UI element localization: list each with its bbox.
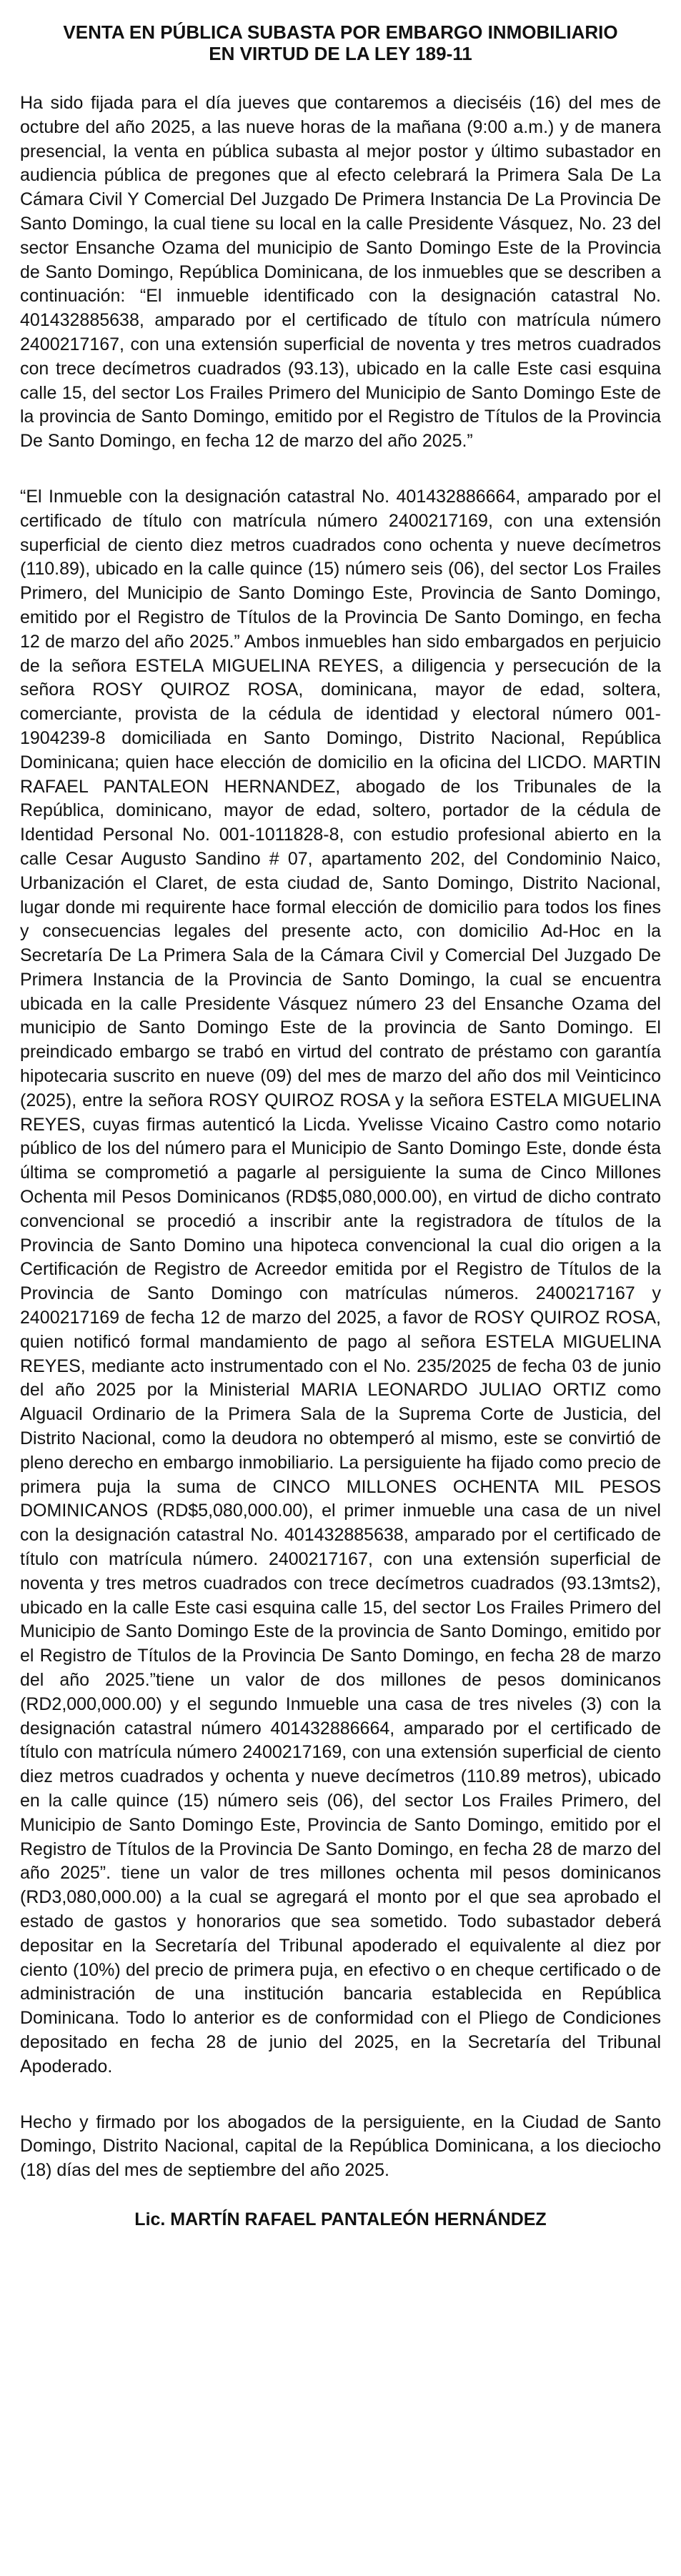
paragraph-spacer <box>20 454 661 485</box>
paragraph-signed: Hecho y firmado por los abogados de la persiguiente, en la Ciudad de Santo Domingo, Distrito Nacional, capital de la República Dominicana, a los dieciocho (18) días del mes de septiembre del año 2025. <box>20 2112 661 2181</box>
title-line-1: VENTA EN PÚBLICA SUBASTA POR EMBARGO INMOBILIARIO <box>63 21 618 43</box>
paragraph-spacer <box>20 2079 661 2111</box>
paragraph-auction-date: Ha sido fijada para el día jueves que contaremos a dieciséis (16) del mes de octubre del año 2025, a las nueve horas de la mañana (9:00 a.m.) y de manera presencial, la venta en pública subasta al mejor postor y último subastador en audiencia pública de pregones que al efecto celebrará la Primera Sala De La Cámara Civil Y Comercial Del Juzgado De Primera Instancia De La Provincia De Santo Domingo, la cual tiene su local en la calle Presidente Vásquez, No. 23 del sector Ensanche Ozama del municipio de Santo Domingo Este de la Provincia de Santo Domingo, República Dominicana, de los inmuebles que se describen a continuación: “El inmueble identificado con la designación catastral No. 401432885638, amparado por el certificado de título con matrícula número 2400217167, con una extensión superficial de noventa y tres metros cuadrados con trece decímetros cuadrados (93.13), ubicado en la calle Este casi esquina calle 15, del sector Los Frailes Primero del Municipio de Santo Domingo Este de la provincia de Santo Domingo, emitido por el Registro de Títulos de la Provincia De Santo Domingo, en fecha 12 de marzo del año 2025.” <box>20 93 661 452</box>
title-line-2: EN VIRTUD DE LA LEY 189-11 <box>209 43 472 64</box>
signature-line: Lic. MARTÍN RAFAEL PANTALEÓN HERNÁNDEZ <box>134 2209 547 2229</box>
notice-title <box>20 21 661 64</box>
paragraph-seizure-details: “El Inmueble con la designación catastral No. 401432886664, amparado por el certificado de título con matrícula número 2400217169, con una extensión superficial de ciento diez metros cuadrados cono ochenta y nueve decímetros (110.89), ubicado en la calle quince (15) número seis (06), del sector Los Frailes Primero, del Municipio de Santo Domingo Este, Provincia de Santo Domingo, emitido por el Registro de Títulos de la Provincia De Santo Domingo, en fecha 12 de marzo del año 2025.” Ambos inmuebles han sido embargados en perjuicio de la señora ESTELA MIGUELINA REYES, a diligencia y persecución de la señora ROSY QUIROZ ROSA, dominicana, mayor de edad, soltera, comerciante, provista de la cédula de identidad y electoral número 001-1904239-8 domiciliada en Santo Domingo, Distrito Nacional, República Dominicana; quien hace elección de domicilio en la oficina del LICDO. MARTIN RAFAEL PANTALEON HERNANDEZ, abogado de los Tribunales de la República, dominicano, mayor de edad, soltero, portador de la cédula de Identidad Personal No. 001-1011828-8, con estudio profesional abierto en la calle Cesar Augusto Sandino # 07, apartamento 202, del Condominio Naico, Urbanización el Claret, de esta ciudad de, Santo Domingo, Distrito Nacional, lugar donde mi requirente hace formal elección de domicilio para todos los fines y consecuencias legales del presente acto, con domicilio Ad-Hoc en la Secretaría De La Primera Sala de la Cámara Civil y Comercial Del Juzgado De Primera Instancia de la Provincia de Santo Domingo, la cual se encuentra ubicada en la calle Presidente Vásquez número 23 del Ensanche Ozama del municipio de Santo Domingo Este de la provincia de Santo Domingo. El preindicado embargo se trabó en virtud del contrato de préstamo con garantía hipotecaria suscrito en nueve (09) del mes de marzo del año dos mil Veinticinco (2025), entre la señora ROSY QUIROZ ROSA y la señora ESTELA MIGUELINA REYES, cuyas firmas autenticó la Licda. Yvelisse Vicaino Castro como notario público de los del número para el Municipio de Santo Domingo Este, donde ésta última se comprometió a pagarle al persiguiente la suma de Cinco Millones Ochenta mil Pesos Dominicanos (RD$5,080,000.00), en virtud de dicho contrato convencional se procedió a inscribir ante la registradora de títulos de la Provincia de Santo Domino una hipoteca convencional la cual dio origen a la Certificación de Registro de Acreedor emitida por el Registro de Títulos de la Provincia de Santo Domingo con matrículas números. 2400217167 y 2400217169 de fecha 12 de marzo del 2025, a favor de ROSY QUIROZ ROSA, quien notificó formal mandamiento de pago al señora ESTELA MIGUELINA REYES, mediante acto instrumentado con el No. 235/2025 de fecha 03 de junio del año 2025 por la Ministerial MARIA LEONARDO JULIAO ORTIZ como Alguacil Ordinario de la Primera Sala de la Suprema Corte de Justicia, del Distrito Nacional, como la deudora no obtemperó al mismo, este se convirtió de pleno derecho en embargo inmobiliario. La persiguiente ha fijado como precio de primera puja la suma de CINCO MILLONES OCHENTA MIL PESOS DOMINICANOS (RD$5,080,000.00), el primer inmueble una casa de un nivel con la designación catastral No. 401432885638, amparado por el certificado de título con matrícula número. 2400217167, con una extensión superficial de noventa y tres metros cuadrados con trece decímetros cuadrados (93.13mts2), ubicado en la calle Este casi esquina calle 15, del sector Los Frailes Primero del Municipio de Santo Domingo Este de la provincia de Santo Domingo, emitido por el Registro de Títulos de la Provincia De Santo Domingo, en fecha 28 de marzo del año 2025.”tiene un valor de dos millones de pesos dominicanos (RD2,000,000.00) y el segundo Inmueble una casa de tres niveles (3) con la designación catastral número 401432886664, amparado por el certificado de título con matrícula número 2400217169, con una extensión superficial de ciento diez metros cuadrados y ochenta y nueve decímetros (110.89 metros), ubicado en la calle quince (15) número seis (06), del sector Los Frailes Primero, del Municipio de Santo Domingo Este, Provincia de Santo Domingo, emitido por el Registro de Títulos de la Provincia De Santo Domingo, en fecha 28 de marzo del año 2025”. tiene un valor de tres millones ochenta mil pesos dominicanos (RD3,080,000.00) a la cual se agregará el monto por el que sea aprobado el estado de gastos y honorarios que sea sometido. Todo subastador deberá depositar en la Secretaría del Tribunal apoderado el equivalente al diez por ciento (10%) del precio de primera puja, en efectivo o en cheque certificado o de administración de una institución bancaria establecida en República Dominicana. Todo lo anterior es de conformidad con el Pliego de Condiciones depositado en fecha 28 de junio del 2025, en la Secretaría del Tribunal Apoderado. <box>20 486 661 2077</box>
